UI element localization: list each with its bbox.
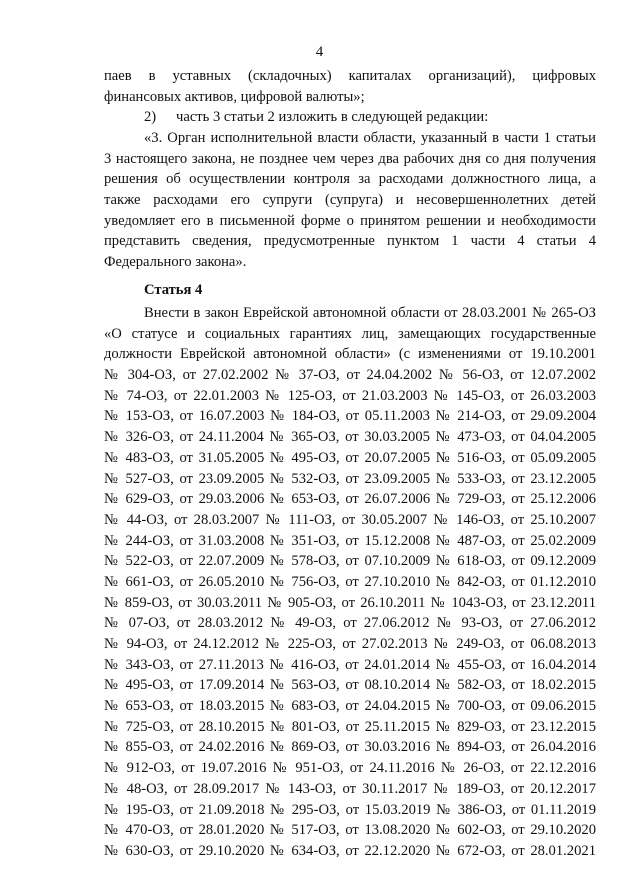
text-line: № 343-ОЗ, от 27.11.2013 № 416-ОЗ, от 24.01.2014 № 455-ОЗ, от 16.04.2014 xyxy=(104,656,596,673)
text-line: уведомляет его в письменной форме о принятом решении и необходимости xyxy=(104,212,596,229)
text-line: «О статусе и социальных гарантиях лиц, замещающих государственные xyxy=(104,325,596,342)
text-line: № 304-ОЗ, от 27.02.2002 № 37-ОЗ, от 24.04.2002 № 56-ОЗ, от 12.07.2002 xyxy=(104,367,596,384)
text-line: № 326-ОЗ, от 24.11.2004 № 365-ОЗ, от 30.03.2005 № 473-ОЗ, от 04.04.2005 xyxy=(104,429,596,446)
text-line: № 912-ОЗ, от 19.07.2016 № 951-ОЗ, от 24.11.2016 № 26-ОЗ, от 22.12.2016 xyxy=(104,760,596,777)
text-line: № 661-ОЗ, от 26.05.2010 № 756-ОЗ, от 27.10.2010 № 842-ОЗ, от 01.12.2010 xyxy=(104,573,596,590)
top-paragraph xyxy=(104,66,596,107)
text-line: должности Еврейской автономной области» (с изменениями от 19.10.2001 xyxy=(104,346,596,363)
text-line: № 483-ОЗ, от 31.05.2005 № 495-ОЗ, от 20.07.2005 № 516-ОЗ, от 05.09.2005 xyxy=(104,449,596,466)
text-line: решения об осуществлении контроля за расходами должностного лица, а xyxy=(104,171,596,188)
text-line: № 527-ОЗ, от 23.09.2005 № 532-ОЗ, от 23.09.2005 № 533-ОЗ, от 23.12.2005 xyxy=(104,470,596,487)
item-2-line xyxy=(104,107,596,128)
text-line: № 859-ОЗ, от 30.03.2011 № 905-ОЗ, от 26.10.2011 № 1043-ОЗ, от 23.12.2011 xyxy=(104,594,596,611)
text-line: № 522-ОЗ, от 22.07.2009 № 578-ОЗ, от 07.10.2009 № 618-ОЗ, от 09.12.2009 xyxy=(104,553,596,570)
text-line: № 94-ОЗ, от 24.12.2012 № 225-ОЗ, от 27.02.2013 № 249-ОЗ, от 06.08.2013 xyxy=(104,636,596,652)
quote-paragraph xyxy=(104,128,596,273)
text-line: № 44-ОЗ, от 28.03.2007 № 111-ОЗ, от 30.05.2007 № 146-ОЗ, от 25.10.2007 xyxy=(104,511,596,528)
text-line: № 653-ОЗ, от 18.03.2015 № 683-ОЗ, от 24.04.2015 № 700-ОЗ, от 09.06.2015 xyxy=(104,698,596,715)
text-line: № 07-ОЗ, от 28.03.2012 № 49-ОЗ, от 27.06.2012 № 93-ОЗ, от 27.06.2012 xyxy=(104,615,596,632)
text-line: Внести в закон Еврейской автономной области от 28.03.2001 № 265-ОЗ xyxy=(144,305,596,321)
item-2-text: часть 3 статьи 2 изложить в следующей редакции: xyxy=(176,109,489,125)
text-line: № 48-ОЗ, от 28.09.2017 № 143-ОЗ, от 30.11.2017 № 189-ОЗ, от 20.12.2017 xyxy=(104,780,596,797)
text-line: № 725-ОЗ, от 28.10.2015 № 801-ОЗ, от 25.11.2015 № 829-ОЗ, от 23.12.2015 xyxy=(104,718,596,735)
text-line: представить сведения, предусмотренные пунктом 1 части 4 статьи 4 xyxy=(104,233,596,250)
text-line: № 470-ОЗ, от 28.01.2020 № 517-ОЗ, от 13.08.2020 № 602-ОЗ, от 29.10.2020 xyxy=(104,822,596,839)
text-line: № 74-ОЗ, от 22.01.2003 № 125-ОЗ, от 21.03.2003 № 145-ОЗ, от 26.03.2003 xyxy=(104,387,596,404)
text-line: финансовых активов, цифровой валюты»; xyxy=(104,88,365,105)
text-line: № 195-ОЗ, от 21.09.2018 № 295-ОЗ, от 15.03.2019 № 386-ОЗ, от 01.11.2019 xyxy=(104,801,596,818)
text-line: 3 настоящего закона, не позднее чем через два рабочих дня со дня получения xyxy=(104,150,596,167)
text-line: № 244-ОЗ, от 31.03.2008 № 351-ОЗ, от 15.12.2008 № 487-ОЗ, от 25.02.2009 xyxy=(104,532,596,549)
text-line: № 855-ОЗ, от 24.02.2016 № 869-ОЗ, от 30.03.2016 № 894-ОЗ, от 26.04.2016 xyxy=(104,739,596,756)
page-number: 4 xyxy=(315,44,324,60)
text-line: паев в уставных (складочных) капиталах организаций), цифровых xyxy=(104,68,596,84)
item-2-number: 2) xyxy=(144,109,157,125)
text-line: «3. Орган исполнительной власти области, указанный в части 1 статьи xyxy=(144,130,596,146)
item-2 xyxy=(104,107,596,128)
text-line: также расходами его супруги (супруга) и несовершеннолетних детей xyxy=(104,192,596,209)
article-heading: Статья 4 xyxy=(144,282,203,298)
text-line: № 495-ОЗ, от 17.09.2014 № 563-ОЗ, от 08.10.2014 № 582-ОЗ, от 18.02.2015 xyxy=(104,677,596,694)
text-line: № 153-ОЗ, от 16.07.2003 № 184-ОЗ, от 05.11.2003 № 214-ОЗ, от 29.09.2004 xyxy=(104,408,596,425)
text-line: Федерального закона». xyxy=(104,254,247,271)
text-line: № 630-ОЗ, от 29.10.2020 № 634-ОЗ, от 22.12.2020 № 672-ОЗ, от 28.01.2021 xyxy=(104,842,596,859)
article-paragraph xyxy=(104,303,596,862)
text-line: № 629-ОЗ, от 29.03.2006 № 653-ОЗ, от 26.07.2006 № 729-ОЗ, от 25.12.2006 xyxy=(104,491,596,508)
